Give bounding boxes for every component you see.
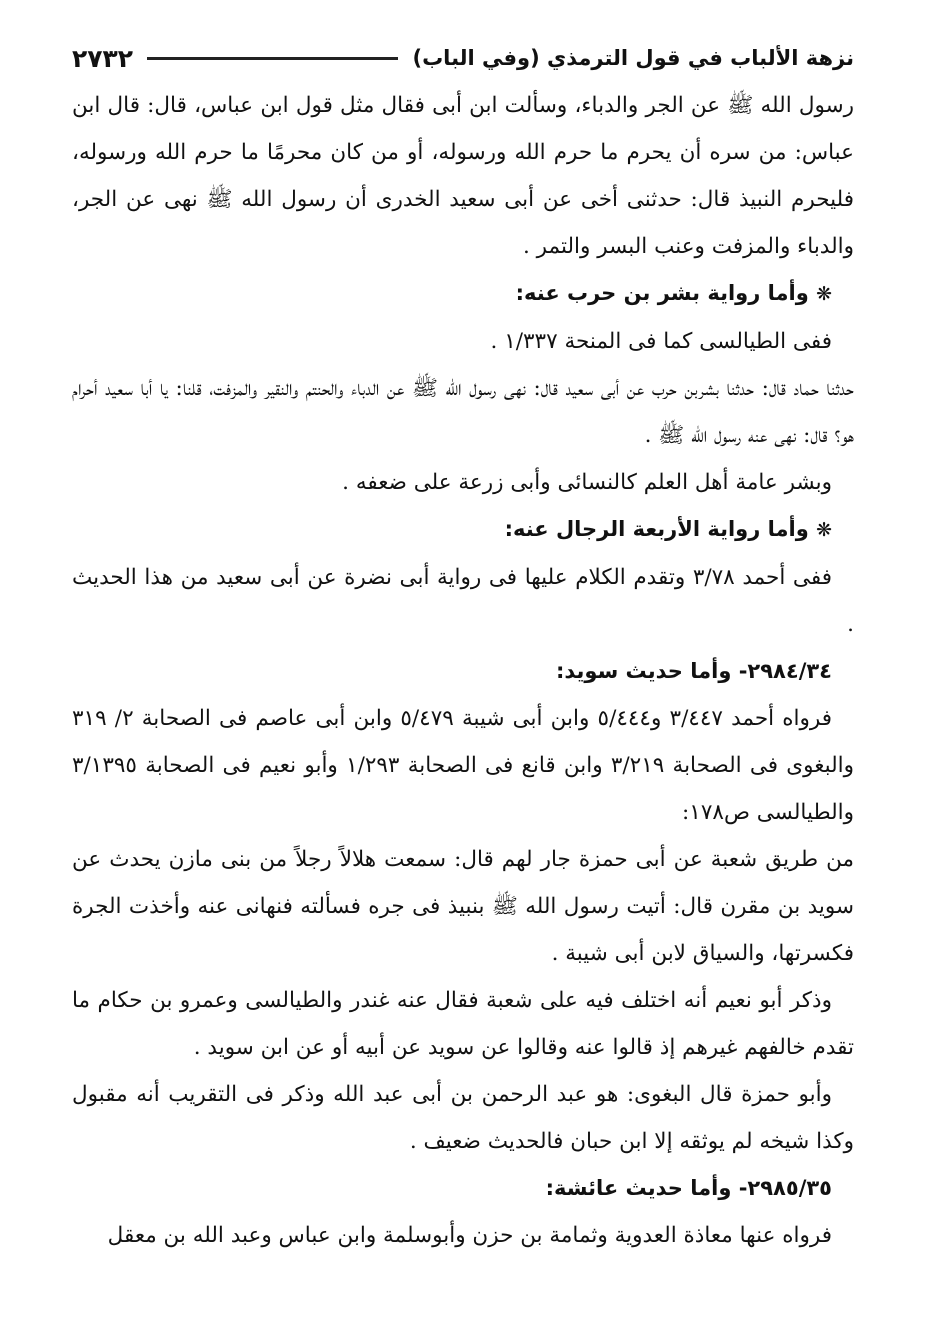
page-number: ٢٧٣٢: [72, 43, 134, 73]
section-heading-text: وأما رواية الأربعة الرجال عنه:: [504, 517, 809, 541]
paragraph: وذكر أبو نعيم أنه اختلف فيه على شعبة فقال عنه غندر والطيالسى وعمرو بن حكام ما تقدم خالفهم غيرهم إذ قالوا عنه وقالوا عن سويد عن أبيه أو عن ابن سويد .: [72, 988, 854, 1060]
hadith-heading-text: ٢٩٨٤/٣٤- وأما حديث سويد:: [556, 659, 832, 683]
section-heading-text: وأما رواية بشر بن حرب عنه:: [515, 281, 809, 305]
header-rule: [147, 57, 398, 60]
body-text: [72, 82, 854, 1259]
section-heading: [72, 270, 854, 318]
paragraph: من طريق شعبة عن أبى حمزة جار لهم قال: سمعت هلالاً رجلاً من بنى مازن يحدث عن سويد بن مقرن قال: أتيت رسول الله ﷺ بنبيذ فى جره فسألته فنهانى عنه وأخذت الجرة فكسرتها، والسياق لابن أبى شيبة .: [72, 847, 854, 966]
hadith-heading: [72, 648, 854, 695]
running-title: نزهة الألباب في قول الترمذي (وفي الباب): [412, 46, 854, 70]
paragraph: رسول الله ﷺ عن الجر والدباء، وسألت ابن أبى فقال مثل قول ابن عباس، قال: قال ابن عباس: من سره أن يحرم ما حرم الله ورسوله، أو من كان محرمًا ما حرم الله ورسوله، فليحرم النبيذ قال: حدثنى أخى عن أبى سعيد الخدرى أن رسول الله ﷺ نهى عن الجر، والدباء والمزفت وعنب البسر والتمر .: [72, 93, 854, 259]
star-bullet-icon: ❋: [816, 519, 832, 541]
paragraph: ففى أحمد ٣/٧٨ وتقدم الكلام عليها فى رواية أبى نضرة عن أبى سعيد من هذا الحديث .: [72, 565, 854, 637]
paragraph: حدثنا حماد قال: حدثنا بشربن حرب عن أبى سعيد قال: نهى رسول الله ﷺ عن الدباء والحنتم والنقير والمزفت، قلنا: يا أبا سعيد أحرام هو؟ قال: نهى عنه رسول الله ﷺ .: [72, 376, 854, 448]
hadith-heading-text: ٢٩٨٥/٣٥- وأما حديث عائشة:: [545, 1176, 832, 1200]
paragraph: وبشر عامة أهل العلم كالنسائى وأبى زرعة على ضعفه .: [342, 470, 832, 495]
hadith-heading: [72, 1165, 854, 1212]
paragraph: فرواه أحمد ٣/٤٤٧ و٥/٤٤٤ وابن أبى شيبة ٥/٤٧٩ وابن أبى عاصم فى الصحابة ٢/ ٣١٩ والبغوى فى الصحابة ٣/٢١٩ وابن قانع فى الصحابة ١/٢٩٣ وأبو نعيم فى الصحابة ٣/١٣٩٥ والطيالسى ص١٧٨:: [72, 706, 854, 825]
running-header: [72, 38, 854, 78]
paragraph: ففى الطيالسى كما فى المنحة ١/٣٣٧ .: [490, 329, 832, 354]
paragraph: وأبو حمزة قال البغوى: هو عبد الرحمن بن أبى عبد الله وذكر فى التقريب أنه مقبول وكذا شيخه لم يوثقه إلا ابن حبان فالحديث ضعيف .: [72, 1082, 854, 1154]
paragraph: فرواه عنها معاذة العدوية وثمامة بن حزن وأبوسلمة وابن عباس وعبد الله بن معقل: [107, 1223, 832, 1248]
section-heading: [72, 506, 854, 554]
star-bullet-icon: ❋: [816, 283, 832, 305]
